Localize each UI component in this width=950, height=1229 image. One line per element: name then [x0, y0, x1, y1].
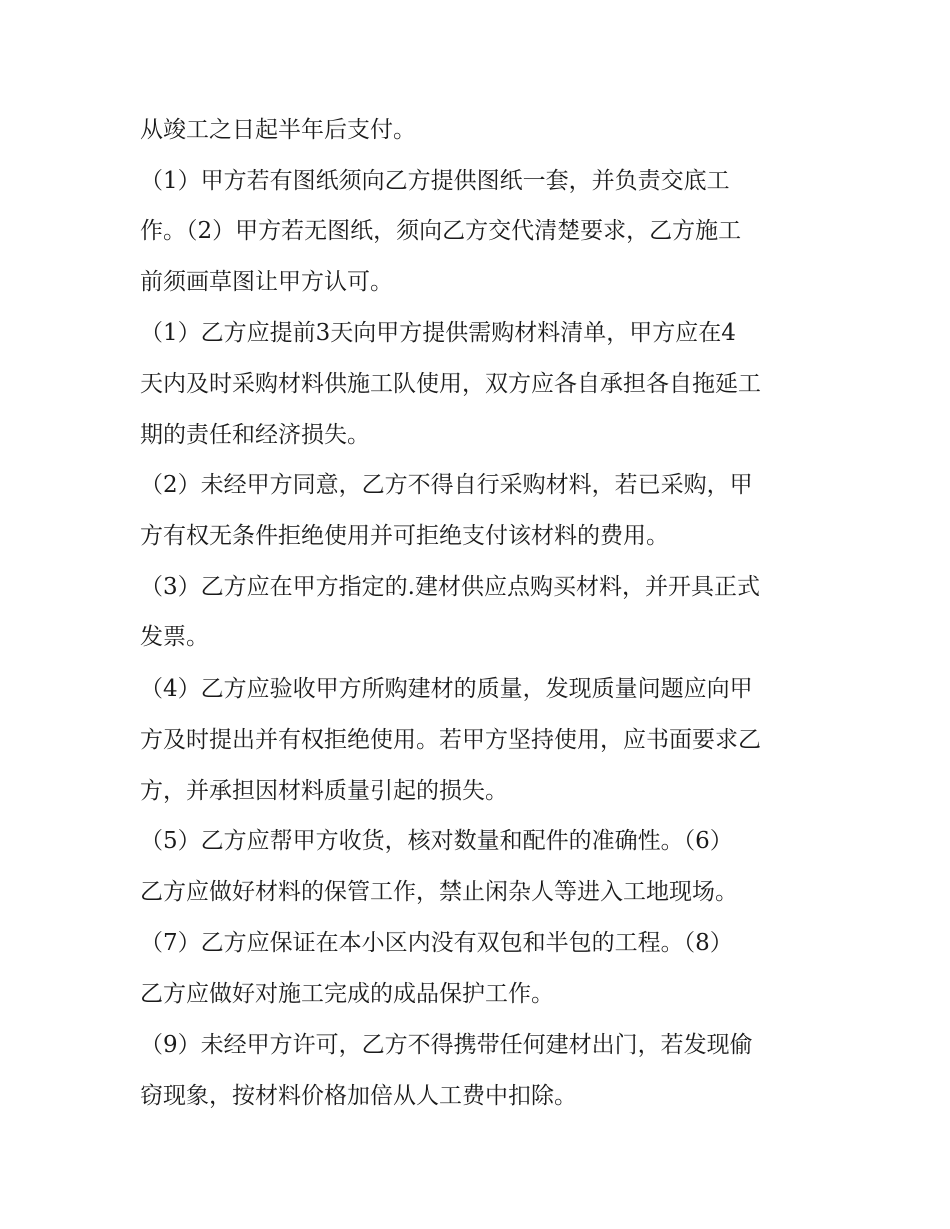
- text-line-2: （1）甲方若有图纸须向乙方提供图纸一套，并负责交底工: [140, 168, 730, 194]
- text-line-3: 作。（2）甲方若无图纸，须向乙方交代清楚要求，乙方施工: [140, 218, 742, 244]
- text-line-14: 方，并承担因材料质量引起的损失。: [140, 778, 508, 804]
- text-line-8: （2）未经甲方同意，乙方不得自行采购材料，若已采购，甲: [140, 472, 753, 498]
- text-line-6: 天内及时采购材料供施工队使用，双方应各自承担各自拖延工: [140, 371, 761, 397]
- text-line-13: 方及时提出并有权拒绝使用。若甲方坚持使用，应书面要求乙: [140, 727, 761, 753]
- text-line-12: （4）乙方应验收甲方所购建材的质量，发现质量问题应向甲: [140, 676, 753, 702]
- text-line-15: （5）乙方应帮甲方收货，核对数量和配件的准确性。（6）: [140, 828, 733, 854]
- text-line-18: 乙方应做好对施工完成的成品保护工作。: [140, 981, 554, 1007]
- text-line-19: （9）未经甲方许可，乙方不得携带任何建材出门，若发现偷: [140, 1032, 753, 1058]
- text-line-10: （3）乙方应在甲方指定的.建材供应点购买材料，并开具正式: [140, 574, 760, 600]
- text-line-11: 发票。: [140, 624, 209, 650]
- text-line-20: 窃现象，按材料价格加倍从人工费中扣除。: [140, 1083, 577, 1109]
- text-line-16: 乙方应做好材料的保管工作，禁止闲杂人等进入工地现场。: [140, 879, 738, 905]
- text-line-5: （1）乙方应提前3天向甲方提供需购材料清单，甲方应在4: [140, 320, 736, 346]
- text-line-1: 从竣工之日起半年后支付。: [140, 117, 416, 143]
- text-line-4: 前须画草图让甲方认可。: [140, 269, 393, 295]
- text-line-9: 方有权无条件拒绝使用并可拒绝支付该材料的费用。: [140, 523, 669, 549]
- text-line-7: 期的责任和经济损失。: [140, 422, 370, 448]
- text-line-17: （7）乙方应保证在本小区内没有双包和半包的工程。（8）: [140, 930, 733, 956]
